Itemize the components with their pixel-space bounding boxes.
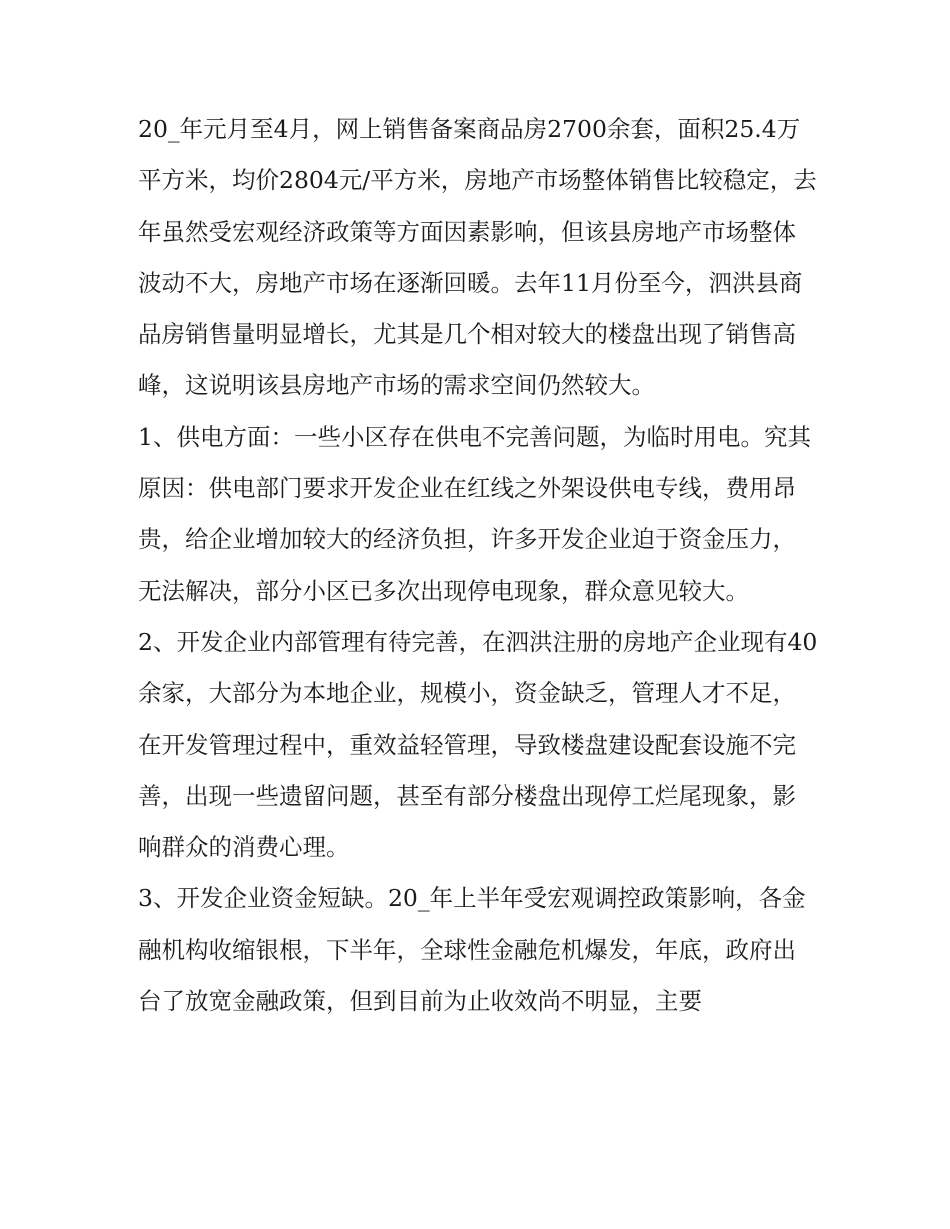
paragraph-market-overview: 20_年元月至4月，网上销售备案商品房2700余套，面积25.4万平方米，均价2804元/平方米，房地产市场整体销售比较稳定，去年虽然受宏观经济政策等方面因素影响，但该县房地产市场整体波动不大，房地产市场在逐渐回暖。去年11月份至今，泗洪县商品房销售量明显增长，尤其是几个相对较大的楼盘出现了销售高峰，这说明该县房地产市场的需求空间仍然较大。 bbox=[138, 115, 817, 400]
paragraph-internal-management: 2、开发企业内部管理有待完善，在泗洪注册的房地产企业现有40余家，大部分为本地企业，规模小，资金缺乏，管理人才不足，在开发管理过程中，重效益轻管理，导致楼盘建设配套设施不完善，出现一些遗留问题，甚至有部分楼盘出现停工烂尾现象，影响群众的消费心理。 bbox=[138, 627, 818, 862]
document-body bbox=[138, 104, 818, 1027]
paragraph-power-supply: 1、供电方面：一些小区存在供电不完善问题，为临时用电。究其原因：供电部门要求开发企业在红线之外架设供电专线，费用昂贵，给企业增加较大的经济负担，许多开发企业迫于资金压力，无法解决，部分小区已多次出现停电现象，群众意见较大。 bbox=[138, 422, 811, 605]
paragraph-funding-shortage: 3、开发企业资金短缺。20_年上半年受宏观调控政策影响，各金融机构收缩银根，下半年，全球性金融危机爆发，年底，政府出台了放宽金融政策，但到目前为止收效尚不明显，主要 bbox=[138, 884, 806, 1016]
